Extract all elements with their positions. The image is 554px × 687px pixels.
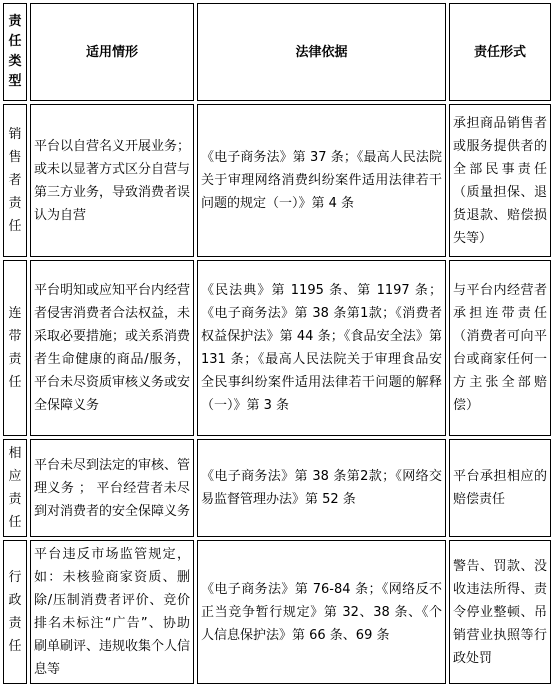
- table-row: [3, 104, 551, 257]
- row-scene: 平台以自营名义开展业务；或未以显著方式区分自营与第三方业务，导致消费者误认为自营: [30, 104, 194, 257]
- header-type: 责任类型: [3, 3, 27, 101]
- row-form: 承担商品销售者或服务提供者的全部民事责任（质量担保、退货退款、赔偿损失等）: [449, 104, 551, 257]
- row-law: 《电子商务法》第 38 条第2款；《网络交易监督管理办法》第 52 条: [197, 439, 446, 537]
- table-header-row: [3, 3, 551, 101]
- table-row: [3, 260, 551, 436]
- table-row: [3, 439, 551, 537]
- row-law: 《电子商务法》第 76-84 条；《网络反不正当竞争暂行规定》第 32、38 条、《个人信息保护法》第 66 条、69 条: [197, 540, 446, 684]
- row-scene: 平台明知或应知平台内经营者侵害消费者合法权益，未采取必要措施；或关系消费者生命健康的商品/服务，平台未尽资质审核义务或安全保障义务: [30, 260, 194, 436]
- row-form: 平台承担相应的赔偿责任: [449, 439, 551, 537]
- header-scene: 适用情形: [30, 3, 194, 101]
- row-form: 警告、罚款、没收违法所得、责令停业整顿、吊销营业执照等行政处罚: [449, 540, 551, 684]
- row-law: 《电子商务法》第 37 条；《最高人民法院关于审理网络消费纠纷案件适用法律若干问题的规定（一）》第 4 条: [197, 104, 446, 257]
- row-scene: 平台未尽到法定的审核、管理义务 ； 平台经营者未尽到对消费者的安全保障义务: [30, 439, 194, 537]
- row-type: 相应责任: [3, 439, 27, 537]
- header-form: 责任形式: [449, 3, 551, 101]
- row-type: 连带责任: [3, 260, 27, 436]
- row-type: 行政责任: [3, 540, 27, 684]
- table-row: [3, 540, 551, 684]
- row-law: 《民法典》第 1195 条、第 1197 条；《电子商务法》第 38 条第1款；《消费者权益保护法》第 44 条；《食品安全法》第 131 条；《最高人民法院关于审理食品安全民事纠纷案件适用法律若干问题的解释（一）》第 3 条: [197, 260, 446, 436]
- row-form: 与平台内经营者承担连带责任（消费者可向平台或商家任何一方主张全部赔偿）: [449, 260, 551, 436]
- header-law: 法律依据: [197, 3, 446, 101]
- row-scene: 平台违反市场监管规定，如：未核验商家资质、删除/压制消费者评价、竞价排名未标注“广告”、协助刷单刷评、违规收集个人信息等: [30, 540, 194, 684]
- row-type: 销售者责任: [3, 104, 27, 257]
